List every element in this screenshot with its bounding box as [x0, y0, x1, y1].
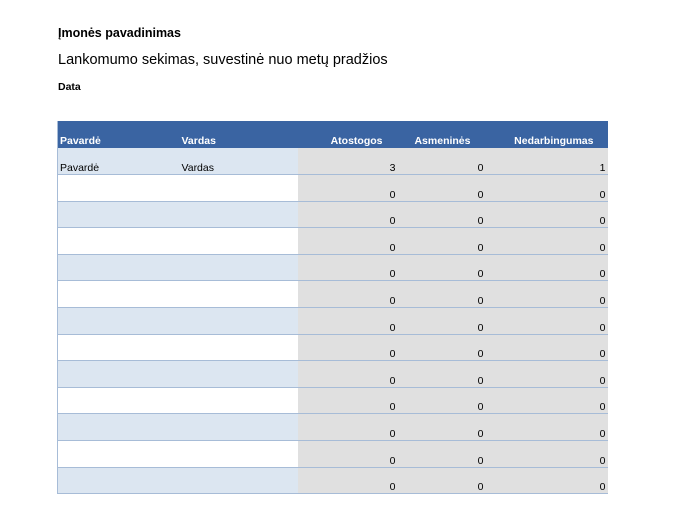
cell-personal[interactable]: 0	[397, 175, 485, 202]
cell-surname[interactable]	[58, 334, 180, 361]
table-row	[58, 440, 608, 467]
table-row	[58, 467, 608, 494]
table-row	[58, 414, 608, 441]
cell-sick-leave[interactable]: 0	[485, 307, 608, 334]
table-row	[58, 201, 608, 228]
cell-vacation[interactable]: 0	[298, 414, 397, 441]
cell-sick-leave[interactable]: 0	[485, 440, 608, 467]
table-row	[58, 148, 608, 175]
cell-vacation[interactable]: 0	[298, 467, 397, 494]
cell-personal[interactable]: 0	[397, 334, 485, 361]
cell-sick-leave[interactable]: 0	[485, 175, 608, 202]
col-header-personal[interactable]: Asmeninės	[397, 121, 485, 148]
cell-sick-leave[interactable]: 0	[485, 201, 608, 228]
cell-personal[interactable]: 0	[397, 281, 485, 308]
cell-firstname[interactable]	[180, 467, 298, 494]
cell-firstname[interactable]	[180, 201, 298, 228]
cell-vacation[interactable]: 3	[298, 148, 397, 175]
cell-firstname[interactable]	[180, 228, 298, 255]
report-title: Lankomumo sekimas, suvestinė nuo metų pradžios	[58, 52, 388, 68]
cell-firstname[interactable]	[180, 361, 298, 388]
cell-firstname[interactable]	[180, 307, 298, 334]
col-header-sick-leave[interactable]: Nedarbingumas	[485, 121, 608, 148]
cell-vacation[interactable]: 0	[298, 361, 397, 388]
cell-sick-leave[interactable]: 0	[485, 414, 608, 441]
cell-personal[interactable]: 0	[397, 361, 485, 388]
cell-firstname[interactable]	[180, 414, 298, 441]
cell-sick-leave[interactable]: 0	[485, 387, 608, 414]
cell-firstname[interactable]	[180, 334, 298, 361]
table-header-row	[58, 121, 608, 148]
table-row	[58, 228, 608, 255]
company-name: Įmonės pavadinimas	[58, 26, 181, 40]
cell-vacation[interactable]: 0	[298, 201, 397, 228]
cell-personal[interactable]: 0	[397, 201, 485, 228]
cell-surname[interactable]	[58, 201, 180, 228]
cell-surname[interactable]: Pavardė	[58, 148, 180, 175]
cell-surname[interactable]	[58, 440, 180, 467]
cell-vacation[interactable]: 0	[298, 440, 397, 467]
cell-personal[interactable]: 0	[397, 467, 485, 494]
cell-vacation[interactable]: 0	[298, 307, 397, 334]
cell-personal[interactable]: 0	[397, 228, 485, 255]
cell-sick-leave[interactable]: 0	[485, 467, 608, 494]
cell-sick-leave[interactable]: 1	[485, 148, 608, 175]
col-header-vacation[interactable]: Atostogos	[298, 121, 397, 148]
table-row	[58, 281, 608, 308]
cell-vacation[interactable]: 0	[298, 334, 397, 361]
col-header-surname[interactable]: Pavardė	[58, 121, 180, 148]
cell-firstname[interactable]	[180, 387, 298, 414]
cell-surname[interactable]	[58, 175, 180, 202]
cell-personal[interactable]: 0	[397, 254, 485, 281]
cell-vacation[interactable]: 0	[298, 254, 397, 281]
cell-personal[interactable]: 0	[397, 148, 485, 175]
table-row	[58, 387, 608, 414]
cell-firstname[interactable]	[180, 440, 298, 467]
cell-sick-leave[interactable]: 0	[485, 254, 608, 281]
attendance-table	[57, 121, 608, 494]
cell-sick-leave[interactable]: 0	[485, 334, 608, 361]
table-row	[58, 307, 608, 334]
table-row	[58, 254, 608, 281]
cell-surname[interactable]	[58, 254, 180, 281]
cell-vacation[interactable]: 0	[298, 175, 397, 202]
cell-sick-leave[interactable]: 0	[485, 361, 608, 388]
table-row	[58, 361, 608, 388]
cell-personal[interactable]: 0	[397, 387, 485, 414]
cell-sick-leave[interactable]: 0	[485, 281, 608, 308]
cell-surname[interactable]	[58, 281, 180, 308]
cell-personal[interactable]: 0	[397, 307, 485, 334]
cell-surname[interactable]	[58, 228, 180, 255]
cell-vacation[interactable]: 0	[298, 281, 397, 308]
cell-vacation[interactable]: 0	[298, 228, 397, 255]
date-label: Data	[58, 81, 81, 93]
cell-surname[interactable]	[58, 307, 180, 334]
cell-firstname[interactable]	[180, 254, 298, 281]
cell-vacation[interactable]: 0	[298, 387, 397, 414]
cell-surname[interactable]	[58, 414, 180, 441]
cell-surname[interactable]	[58, 361, 180, 388]
table-row	[58, 175, 608, 202]
cell-personal[interactable]: 0	[397, 440, 485, 467]
cell-firstname[interactable]	[180, 175, 298, 202]
cell-firstname[interactable]: Vardas	[180, 148, 298, 175]
cell-personal[interactable]: 0	[397, 414, 485, 441]
cell-firstname[interactable]	[180, 281, 298, 308]
col-header-firstname[interactable]: Vardas	[180, 121, 298, 148]
cell-surname[interactable]	[58, 387, 180, 414]
cell-sick-leave[interactable]: 0	[485, 228, 608, 255]
table-row	[58, 334, 608, 361]
cell-surname[interactable]	[58, 467, 180, 494]
